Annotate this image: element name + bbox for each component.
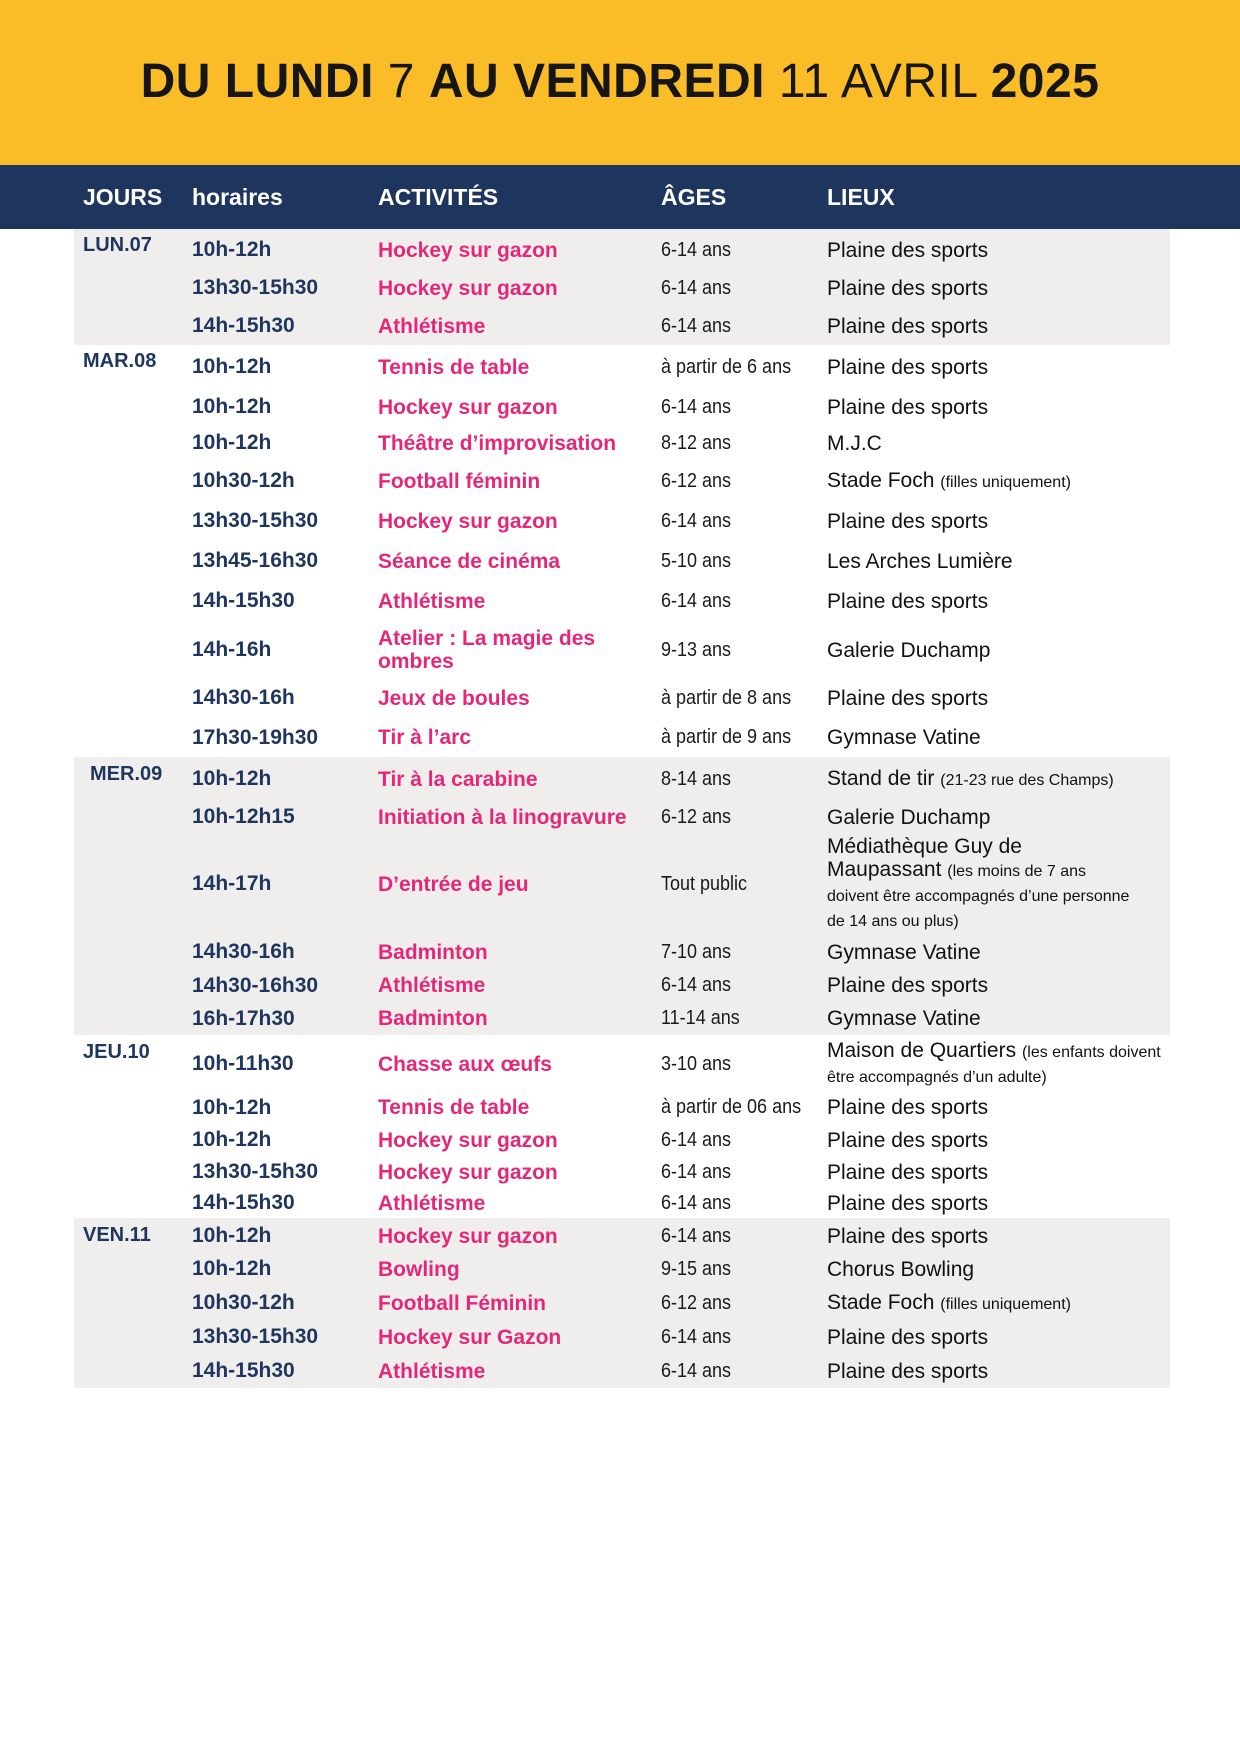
table-row [0, 678, 1240, 718]
place-cell: Plaine des sports [827, 1160, 989, 1184]
age-cell: 6-14 ans [661, 1191, 732, 1214]
table-row [0, 269, 1240, 307]
title-part-5: 2025 [990, 55, 1100, 108]
age-cell: 6-12 ans [661, 469, 732, 492]
age-cell: 6-14 ans [661, 1128, 732, 1151]
activity-cell: Tir à la carabine [378, 767, 538, 791]
activity-cell: Football Féminin [378, 1291, 546, 1315]
header-jours: JOURS [83, 184, 163, 210]
activity-cell: Atelier : La magie des ombres [378, 627, 596, 673]
place-cell: Médiathèque Guy de Maupassant (les moins de 7 ans doivent être accompagnés d’une personne de 14 ans ou plus) [827, 835, 1130, 930]
table-row [0, 388, 1240, 426]
age-cell: 6-14 ans [661, 276, 732, 299]
place-cell: Maison de Quartiers (les enfants doivent être accompagnés d’un adulte) [827, 1039, 1161, 1086]
place-cell: Plaine des sports [827, 395, 989, 419]
day-label-vendredi: VEN.11 [83, 1224, 151, 1246]
time-cell: 13h30-15h30 [192, 276, 319, 299]
age-cell: Tout public [661, 872, 748, 895]
activity-cell: Théâtre d’improvisation [378, 431, 617, 455]
table-row [0, 799, 1240, 835]
table-row [0, 426, 1240, 460]
table-row [0, 502, 1240, 540]
age-cell: 8-12 ans [661, 431, 732, 454]
age-cell: 6-14 ans [661, 1325, 732, 1348]
time-cell: 14h30-16h [192, 686, 295, 709]
table-row [0, 307, 1240, 345]
activity-cell: Séance de cinéma [378, 549, 561, 573]
age-cell: 9-13 ans [661, 638, 732, 661]
place-cell: Plaine des sports [827, 314, 989, 338]
activity-cell: Tennis de table [378, 1096, 530, 1119]
table-row [0, 1002, 1240, 1035]
time-cell: 10h-12h [192, 238, 272, 261]
time-cell: 10h-12h [192, 1224, 272, 1247]
time-cell: 10h-12h [192, 355, 272, 378]
place-cell: Stade Foch (filles uniquement) [827, 1290, 1071, 1314]
place-cell: Les Arches Lumière [827, 549, 1013, 573]
activity-cell: Bowling [378, 1257, 460, 1281]
place-cell: Galerie Duchamp [827, 805, 991, 829]
age-cell: 6-14 ans [661, 1359, 732, 1382]
activity-cell: Athlétisme [378, 1359, 486, 1383]
age-cell: 9-15 ans [661, 1257, 732, 1280]
activity-cell: Badminton [378, 1007, 488, 1030]
time-cell: 14h-15h30 [192, 1359, 295, 1382]
table-row [0, 460, 1240, 502]
place-cell: Plaine des sports [827, 1128, 989, 1152]
table-row [0, 935, 1240, 969]
table-row [0, 1286, 1240, 1320]
age-cell: 6-14 ans [661, 974, 732, 996]
header-ages: ÂGES [661, 184, 727, 210]
place-cell: Plaine des sports [827, 509, 989, 533]
day-label-lundi: LUN.07 [83, 234, 152, 256]
place-cell: Stand de tir (21-23 rue des Champs) [827, 766, 1114, 790]
age-cell: 6-14 ans [661, 1224, 732, 1247]
table-row [0, 1252, 1240, 1286]
day-label-mardi: MAR.08 [83, 350, 157, 372]
age-cell: 6-14 ans [661, 314, 732, 337]
activity-cell: Tir à l’arc [378, 726, 472, 749]
time-cell: 13h30-15h30 [192, 1325, 319, 1348]
place-cell: Plaine des sports [827, 238, 989, 262]
age-cell: 6-12 ans [661, 805, 732, 828]
age-cell: à partir de 06 ans [661, 1096, 802, 1118]
title-part-4: 11 AVRIL [778, 55, 977, 108]
place-cell: Plaine des sports [827, 1096, 989, 1119]
table-row [0, 718, 1240, 757]
age-cell: à partir de 6 ans [661, 355, 792, 378]
table-row [0, 759, 1240, 799]
time-cell: 13h45-16h30 [192, 549, 319, 572]
table-row [0, 1320, 1240, 1354]
time-cell: 14h-17h [192, 872, 272, 895]
page-title [0, 54, 1240, 109]
activity-cell: Jeux de boules [378, 686, 530, 710]
time-cell: 17h30-19h30 [192, 725, 319, 749]
title-part-1: DU LUNDI [140, 55, 374, 108]
time-cell: 10h-12h [192, 431, 272, 454]
place-cell: Gymnase Vatine [827, 1007, 981, 1030]
activity-cell: Athlétisme [378, 1191, 486, 1215]
place-cell: Stade Foch (filles uniquement) [827, 468, 1071, 492]
place-cell: M.J.C [827, 431, 882, 455]
time-cell: 10h-12h [192, 1095, 272, 1119]
header-activites: ACTIVITÉS [378, 184, 499, 210]
time-cell: 10h30-12h [192, 1291, 295, 1314]
activity-cell: Hockey sur gazon [378, 1160, 558, 1184]
activity-cell: Hockey sur gazon [378, 276, 558, 300]
time-cell: 14h-16h [192, 638, 272, 661]
time-cell: 16h-17h30 [192, 1006, 295, 1030]
time-cell: 14h-15h30 [192, 314, 295, 337]
table-header [0, 165, 1240, 229]
activity-cell: Initiation à la linogravure [378, 805, 627, 829]
time-cell: 10h-11h30 [192, 1052, 294, 1075]
title-part-2: 7 [387, 55, 415, 108]
place-cell: Galerie Duchamp [827, 638, 991, 662]
place-cell: Plaine des sports [827, 974, 989, 997]
time-cell: 14h-15h30 [192, 1191, 295, 1214]
day-label-mercredi: MER.09 [90, 763, 163, 785]
activity-cell: Athlétisme [378, 314, 486, 338]
age-cell: à partir de 8 ans [661, 686, 792, 709]
title-part-3: AU VENDREDI [428, 55, 766, 108]
header-lieux: LIEUX [827, 184, 895, 210]
activity-cell: Athlétisme [378, 589, 486, 613]
age-cell: 3-10 ans [661, 1052, 732, 1075]
activity-cell: Hockey sur gazon [378, 395, 558, 419]
table-row [0, 1156, 1240, 1188]
header-horaires: horaires [192, 184, 283, 210]
activity-cell: D’entrée de jeu [378, 872, 529, 896]
table-row [0, 1354, 1240, 1388]
time-cell: 14h-15h30 [192, 589, 295, 612]
time-cell: 13h30-15h30 [192, 1160, 319, 1183]
time-cell: 10h-12h [192, 767, 272, 790]
time-cell: 10h-12h15 [192, 805, 295, 828]
age-cell: 6-14 ans [661, 238, 732, 261]
place-cell: Plaine des sports [827, 589, 989, 613]
place-cell: Chorus Bowling [827, 1257, 975, 1281]
time-cell: 14h30-16h30 [192, 973, 319, 997]
table-row [0, 346, 1240, 388]
age-cell: 6-12 ans [661, 1291, 732, 1314]
table-row [0, 835, 1240, 933]
age-cell: 6-14 ans [661, 589, 732, 612]
place-cell: Plaine des sports [827, 1359, 989, 1383]
age-cell: 6-14 ans [661, 1160, 732, 1183]
time-cell: 13h30-15h30 [192, 509, 319, 532]
age-cell: à partir de 9 ans [661, 726, 792, 748]
place-cell: Gymnase Vatine [827, 726, 981, 749]
time-cell: 10h-12h [192, 395, 272, 418]
age-cell: 5-10 ans [661, 549, 732, 572]
place-cell: Gymnase Vatine [827, 940, 981, 964]
time-cell: 10h-12h [192, 1257, 272, 1280]
activity-cell: Athlétisme [378, 974, 486, 997]
activity-cell: Badminton [378, 940, 488, 964]
age-cell: 6-14 ans [661, 509, 732, 532]
time-cell: 14h30-16h [192, 940, 295, 963]
place-cell: Plaine des sports [827, 686, 989, 710]
time-cell: 10h30-12h [192, 469, 295, 492]
table-row [0, 1037, 1240, 1091]
table-row [0, 622, 1240, 678]
activity-cell: Hockey sur Gazon [378, 1325, 562, 1349]
table-row [0, 540, 1240, 582]
place-cell: Plaine des sports [827, 1224, 989, 1248]
age-cell: 7-10 ans [661, 940, 732, 963]
title-banner [0, 0, 1240, 165]
place-cell: Plaine des sports [827, 355, 989, 379]
time-cell: 10h-12h [192, 1128, 272, 1151]
age-cell: 6-14 ans [661, 395, 732, 418]
age-cell: 8-14 ans [661, 767, 732, 790]
activity-cell: Hockey sur gazon [378, 1224, 558, 1248]
table-row [0, 969, 1240, 1002]
activity-cell: Hockey sur gazon [378, 1128, 558, 1152]
place-cell: Plaine des sports [827, 276, 989, 300]
table-row [0, 582, 1240, 620]
age-cell: 11-14 ans [661, 1007, 740, 1029]
table-row [0, 1124, 1240, 1156]
activity-cell: Football féminin [378, 469, 541, 493]
table-row [0, 1188, 1240, 1218]
activity-cell: Hockey sur gazon [378, 509, 558, 533]
table-row [0, 1091, 1240, 1124]
place-cell: Plaine des sports [827, 1325, 989, 1349]
activity-cell: Tennis de table [378, 355, 530, 379]
activity-cell: Hockey sur gazon [378, 238, 558, 262]
table-row [0, 1220, 1240, 1252]
activity-cell: Chasse aux œufs [378, 1052, 552, 1076]
table-row [0, 231, 1240, 269]
day-label-jeudi: JEU.10 [83, 1041, 150, 1063]
place-cell: Plaine des sports [827, 1191, 989, 1215]
